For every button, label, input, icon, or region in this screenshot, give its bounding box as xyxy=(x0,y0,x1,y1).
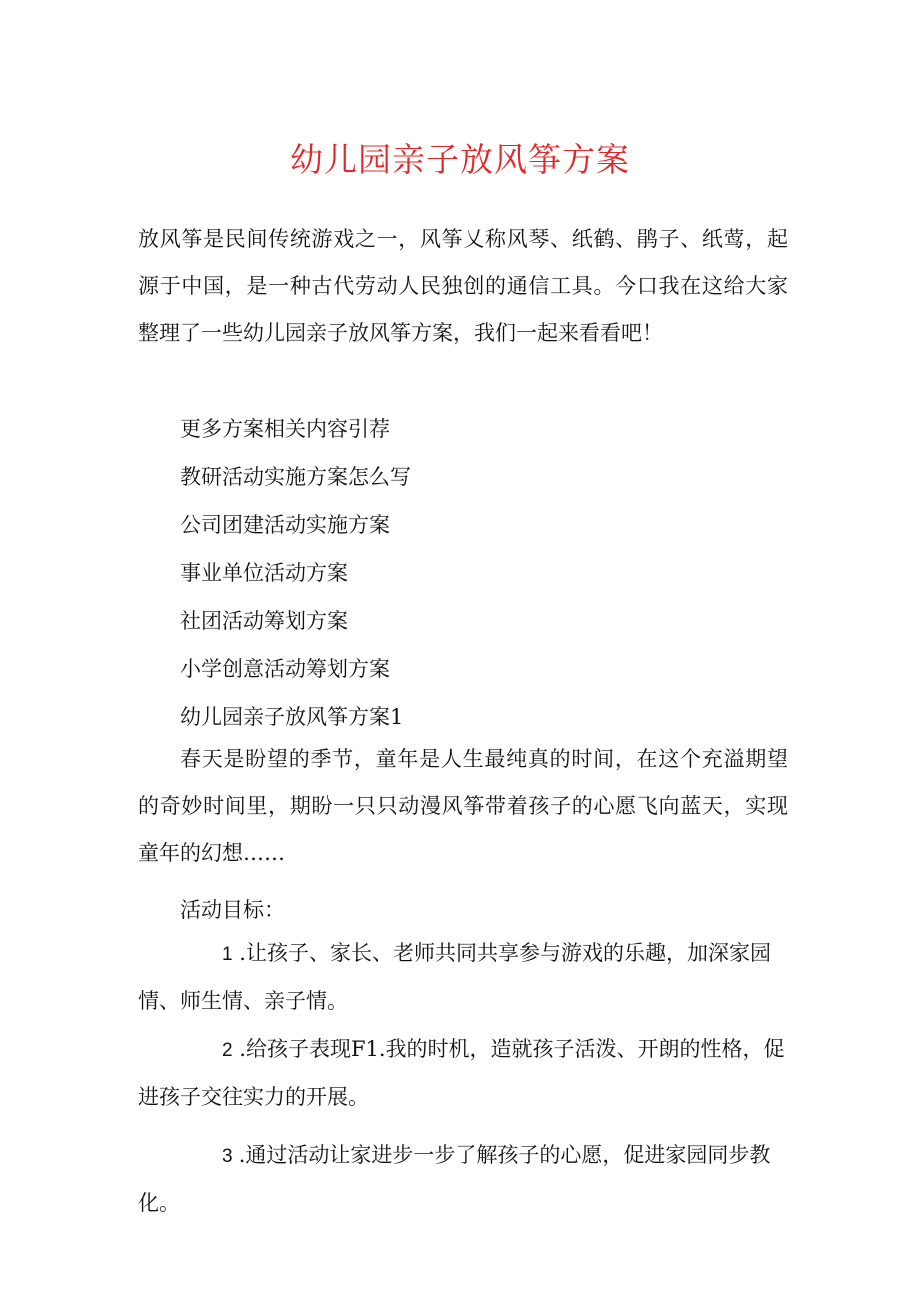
goal-number: 3 xyxy=(222,1146,233,1167)
section-paragraph: 春天是盼望的季节，童年是人生最纯真的时间，在这个充溢期望的奇妙时间里，期盼一只只动漫风筝带着孩子的心愿飞向蓝天，实现童年的幻想…… xyxy=(138,747,788,865)
related-link[interactable]: 社团活动筹划方案 xyxy=(180,609,348,633)
goal-item xyxy=(138,1132,788,1227)
goal-text: .让孩子、家长、老师共同共享参与游戏的乐趣，加深家园情、师生情、亲子情。 xyxy=(138,941,771,1013)
related-link[interactable]: 小学创意活动筹划方案 xyxy=(180,657,390,681)
goal-text: .通过活动让家进步一步了解孩子的心愿，促进家园同步教化。 xyxy=(138,1143,771,1215)
goal-item xyxy=(138,930,788,1025)
related-link[interactable]: 事业单位活动方案 xyxy=(180,561,348,585)
goal-text: .给孩子表现F1.我的时机，造就孩子活泼、开朗的性格，促进孩子交往实力的开展。 xyxy=(138,1037,785,1109)
intro-paragraph: 放风筝是民间传统游戏之一，风筝乂称风琴、纸鹤、鹃子、纸莺，起源于中国，是一种古代劳动人民独创的通信工具。今口我在这给大家整理了一些幼儿园亲子放风筝方案，我们一起来看看吧！ xyxy=(138,227,788,345)
document-title: 幼儿园亲子放风筝方案 xyxy=(290,140,630,179)
recommend-heading: 更多方案相关内容引荐 xyxy=(180,417,390,441)
goal-number: 1 xyxy=(222,944,233,965)
related-link[interactable]: 公司团建活动实施方案 xyxy=(180,513,390,537)
goal-item xyxy=(138,1026,788,1121)
related-link[interactable]: 教研活动实施方案怎么写 xyxy=(180,465,411,489)
goal-number: 2 xyxy=(222,1040,233,1061)
section-title: 幼儿园亲子放风筝方案1 xyxy=(180,705,404,729)
goals-label: 活动目标： xyxy=(180,898,285,922)
